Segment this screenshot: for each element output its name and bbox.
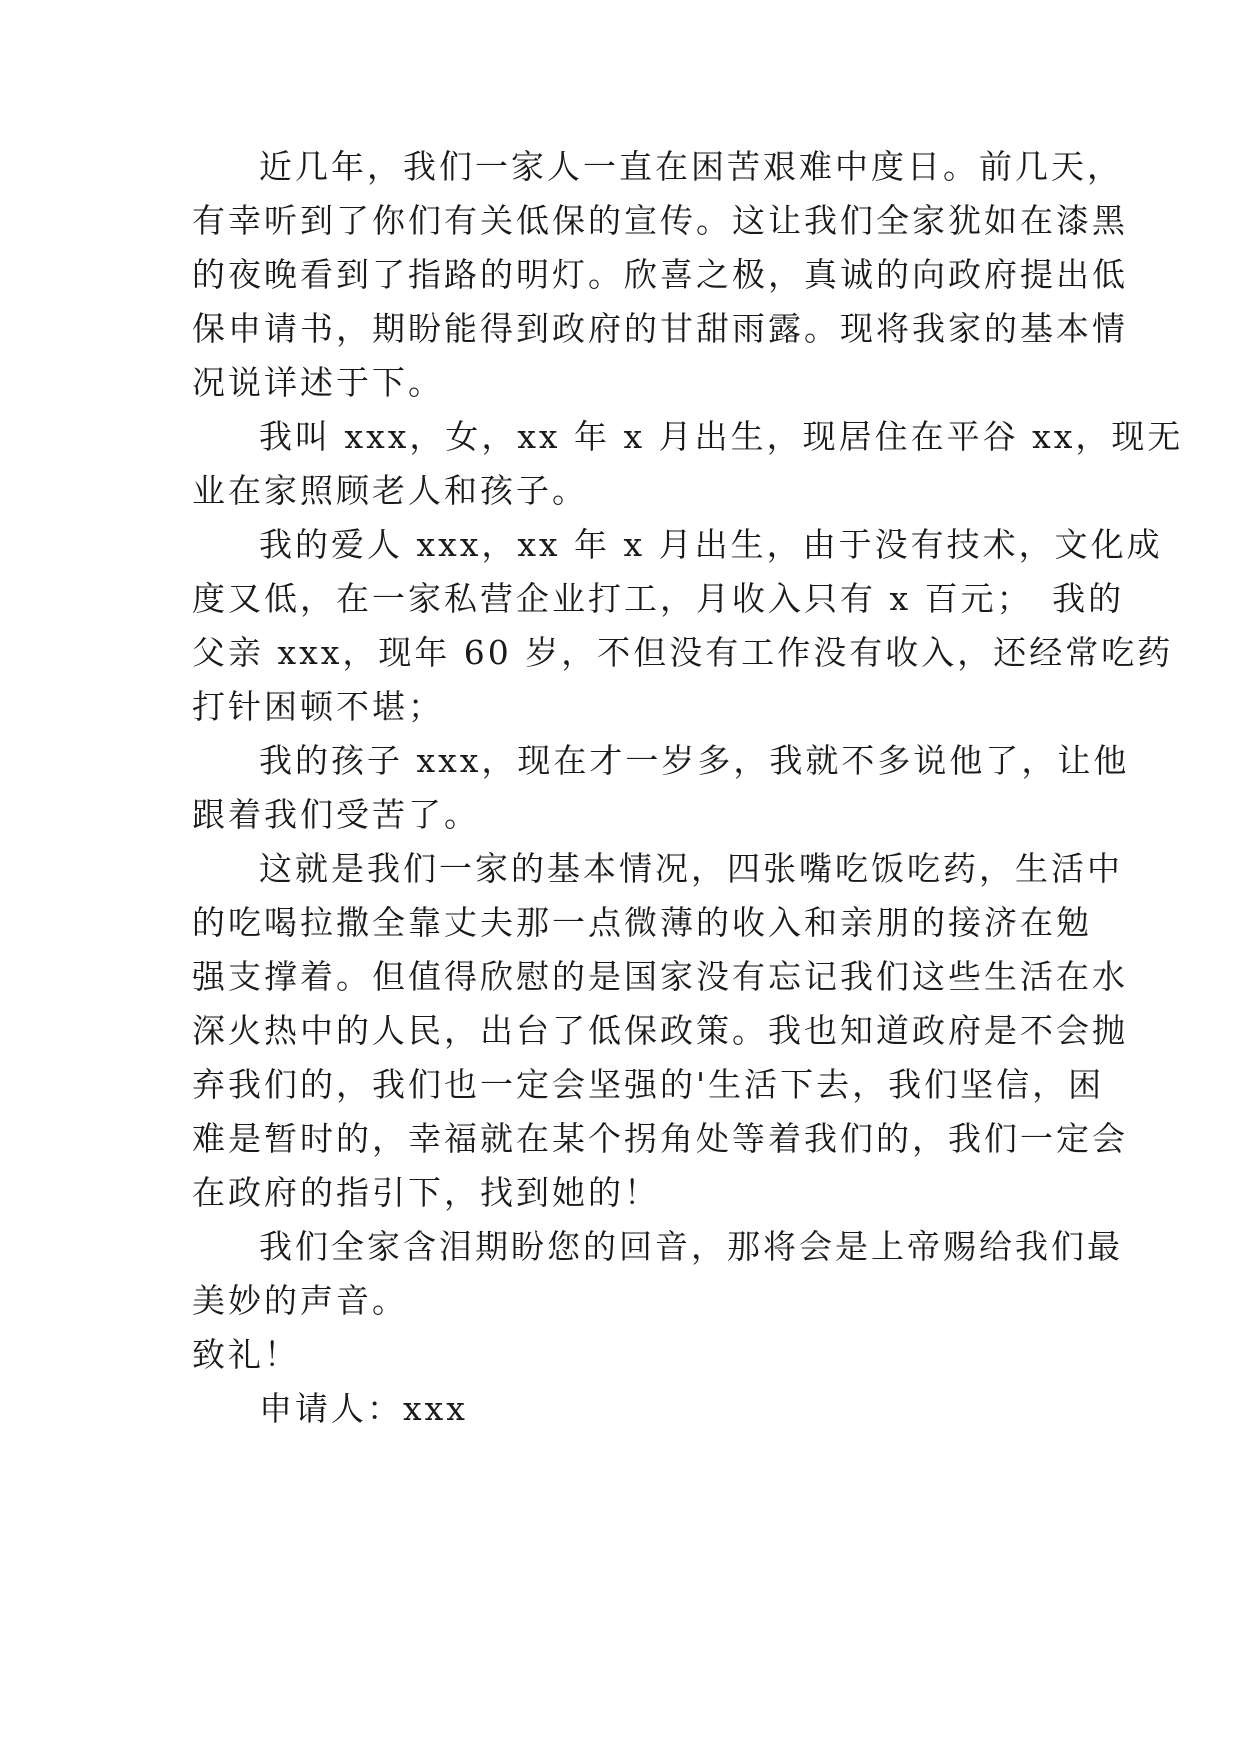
paragraph-1-line-3: 的夜晚看到了指路的明灯。欣喜之极，真诚的向政府提出低 [192, 255, 1128, 294]
paragraph-3-line-3: 父亲 xxx，现年 60 岁，不但没有工作没有收入，还经常吃药 [192, 633, 1174, 672]
paragraph-2-line-2: 业在家照顾老人和孩子。 [192, 471, 588, 510]
paragraph-5-line-1: 这就是我们一家的基本情况，四张嘴吃饭吃药，生活中 [259, 849, 1123, 888]
paragraph-2-line-1: 我叫 xxx，女，xx 年 x 月出生，现居住在平谷 xx，现无 [259, 417, 1184, 456]
paragraph-5-line-5: 弃我们的，我们也一定会坚强的'生活下去，我们坚信，困 [192, 1065, 1105, 1104]
applicant-signature: 申请人：xxx [259, 1389, 468, 1428]
paragraph-1-line-5: 况说详述于下。 [192, 363, 444, 402]
paragraph-1-line-2: 有幸听到了你们有关低保的宣传。这让我们全家犹如在漆黑 [192, 201, 1128, 240]
paragraph-6-line-1: 我们全家含泪期盼您的回音，那将会是上帝赐给我们最 [259, 1227, 1123, 1266]
paragraph-3-line-1: 我的爱人 xxx，xx 年 x 月出生，由于没有技术，文化成 [259, 525, 1163, 564]
paragraph-5-line-4: 深火热中的人民，出台了低保政策。我也知道政府是不会抛 [192, 1011, 1128, 1050]
paragraph-4-line-1: 我的孩子 xxx，现在才一岁多，我就不多说他了，让他 [259, 741, 1130, 780]
paragraph-1-line-4: 保申请书，期盼能得到政府的甘甜雨露。现将我家的基本情 [192, 309, 1128, 348]
paragraph-5-line-2: 的吃喝拉撒全靠丈夫那一点微薄的收入和亲朋的接济在勉 [192, 903, 1092, 942]
paragraph-5-line-3: 强支撑着。但值得欣慰的是国家没有忘记我们这些生活在水 [192, 957, 1128, 996]
paragraph-5-line-7: 在政府的指引下，找到她的！ [192, 1173, 660, 1212]
paragraph-3-line-4: 打针困顿不堪； [192, 687, 444, 726]
paragraph-5-line-6: 难是暂时的，幸福就在某个拐角处等着我们的，我们一定会 [192, 1119, 1128, 1158]
closing-salutation: 致礼！ [192, 1335, 300, 1374]
paragraph-4-line-2: 跟着我们受苦了。 [192, 795, 480, 834]
paragraph-3-line-2: 度又低，在一家私营企业打工，月收入只有 x 百元； 我的 [192, 579, 1125, 618]
paragraph-1-line-1: 近几年，我们一家人一直在困苦艰难中度日。前几天， [259, 147, 1123, 186]
paragraph-6-line-2: 美妙的声音。 [192, 1281, 408, 1320]
